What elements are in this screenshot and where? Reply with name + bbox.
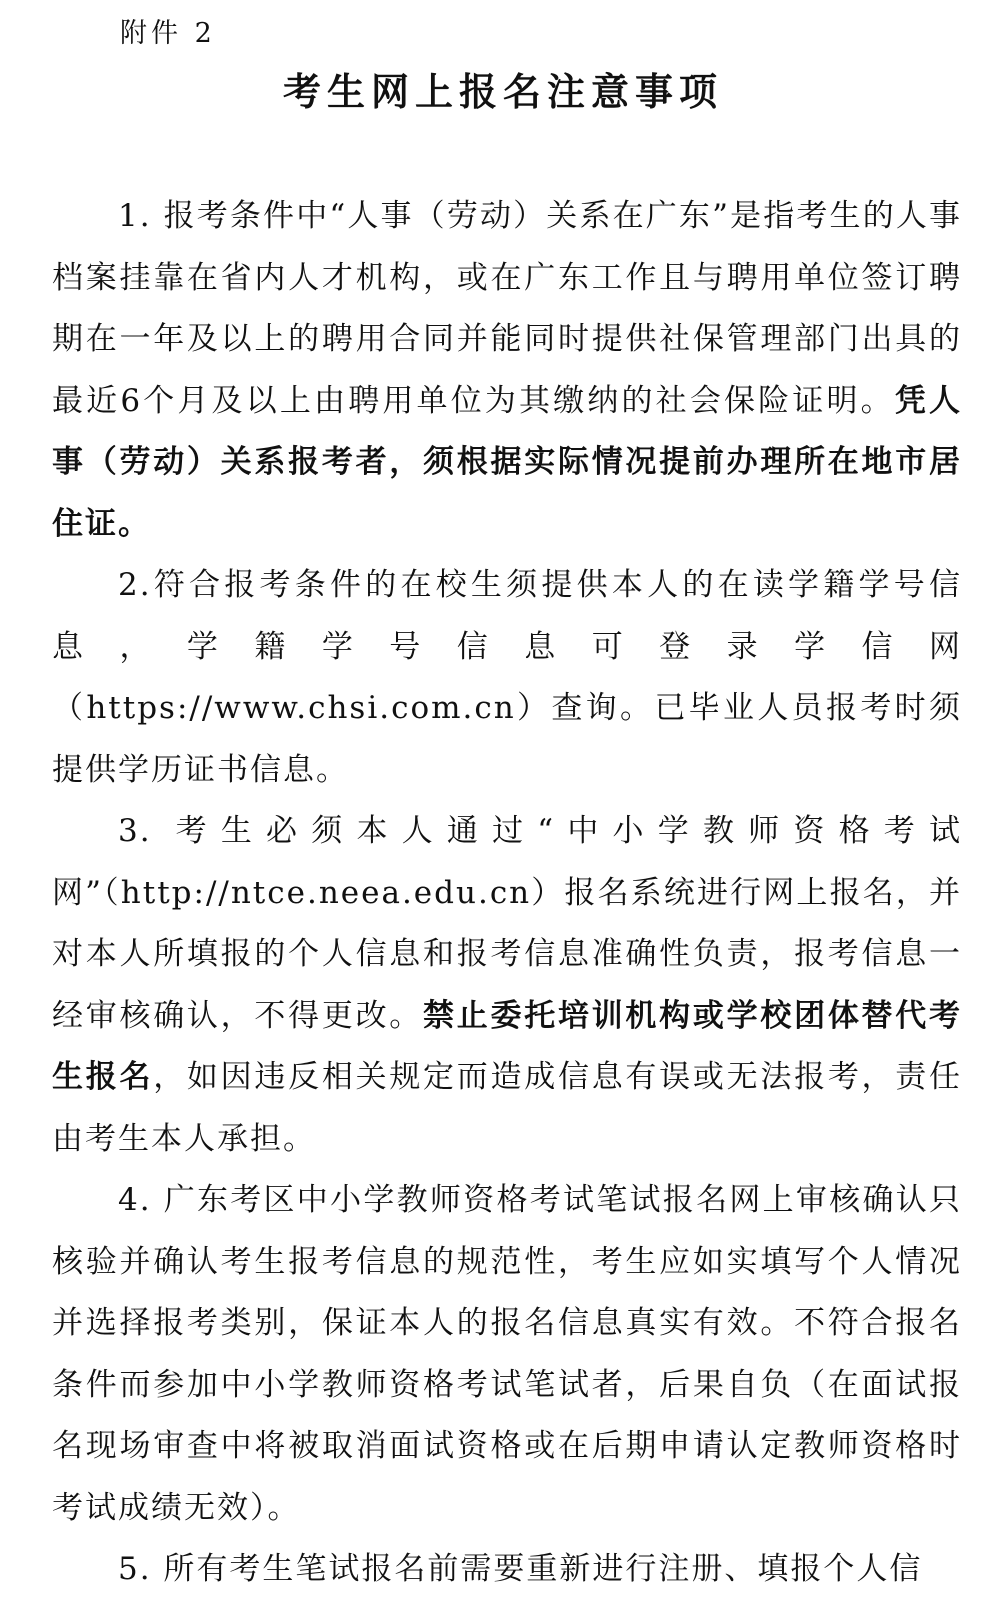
- page-title: 考生网上报名注意事项: [282, 70, 723, 114]
- paragraph-3-bold-text: 禁止委托培训机构或学校团体替代考生报名: [52, 997, 963, 1095]
- paragraph-2-text: 2.符合报考条件的在校生须提供本人的在读学籍学号信息，学籍学号信息可登录学信网（https://www.chsi.com.cn）查询。已毕业人员报考时须提供学历证书信息。: [52, 567, 962, 788]
- attachment-label: 附件 2: [120, 18, 216, 49]
- paragraph-5-text: 5. 所有考生笔试报名前需要重新进行注册、填报个人信: [118, 1551, 923, 1587]
- paragraph-3-text-end: ，如因违反相关规定而造成信息有误或无法报考，责任由考生本人承担。: [52, 1059, 963, 1157]
- paragraph-5: [52, 1539, 962, 1601]
- paragraph-4-text: 4. 广东考区中小学教师资格考试笔试报名网上审核确认只核验并确认考生报考信息的规范性，考生应如实填写个人情况并选择报考类别，保证本人的报名信息真实有效。不符合报名条件而参加中小学教师资格考试笔试者，后果自负（在面试报名现场审查中将被取消面试资格或在后期申请认定教师资格时考试成绩无效）。: [52, 1182, 962, 1526]
- paragraph-1-text: 1. 报考条件中“人事（劳动）关系在广东”是指考生的人事档案挂靠在省内人才机构，或在广东工作且与聘用单位签订聘期在一年及以上的聘用合同并能同时提供社保管理部门出具的最近6个月及以上由聘用单位为其缴纳的社会保险证明。: [52, 198, 962, 419]
- paragraph-1-bold-text: 凭人事（劳动）关系报考者，须根据实际情况提前办理所在地市居住证。: [52, 382, 962, 542]
- paragraph-3: [52, 801, 962, 1170]
- paragraph-2: [52, 555, 962, 801]
- document-body: [52, 186, 962, 1601]
- paragraph-1: [52, 186, 962, 555]
- paragraph-3-text: 3. 考生必须本人通过“中小学教师资格考试网”（http://ntce.neea.edu.cn）报名系统进行网上报名，并对本人所填报的个人信息和报考信息准确性负责，报考信息一经审核确认，不得更改。: [52, 813, 962, 1034]
- paragraph-4: [52, 1170, 962, 1539]
